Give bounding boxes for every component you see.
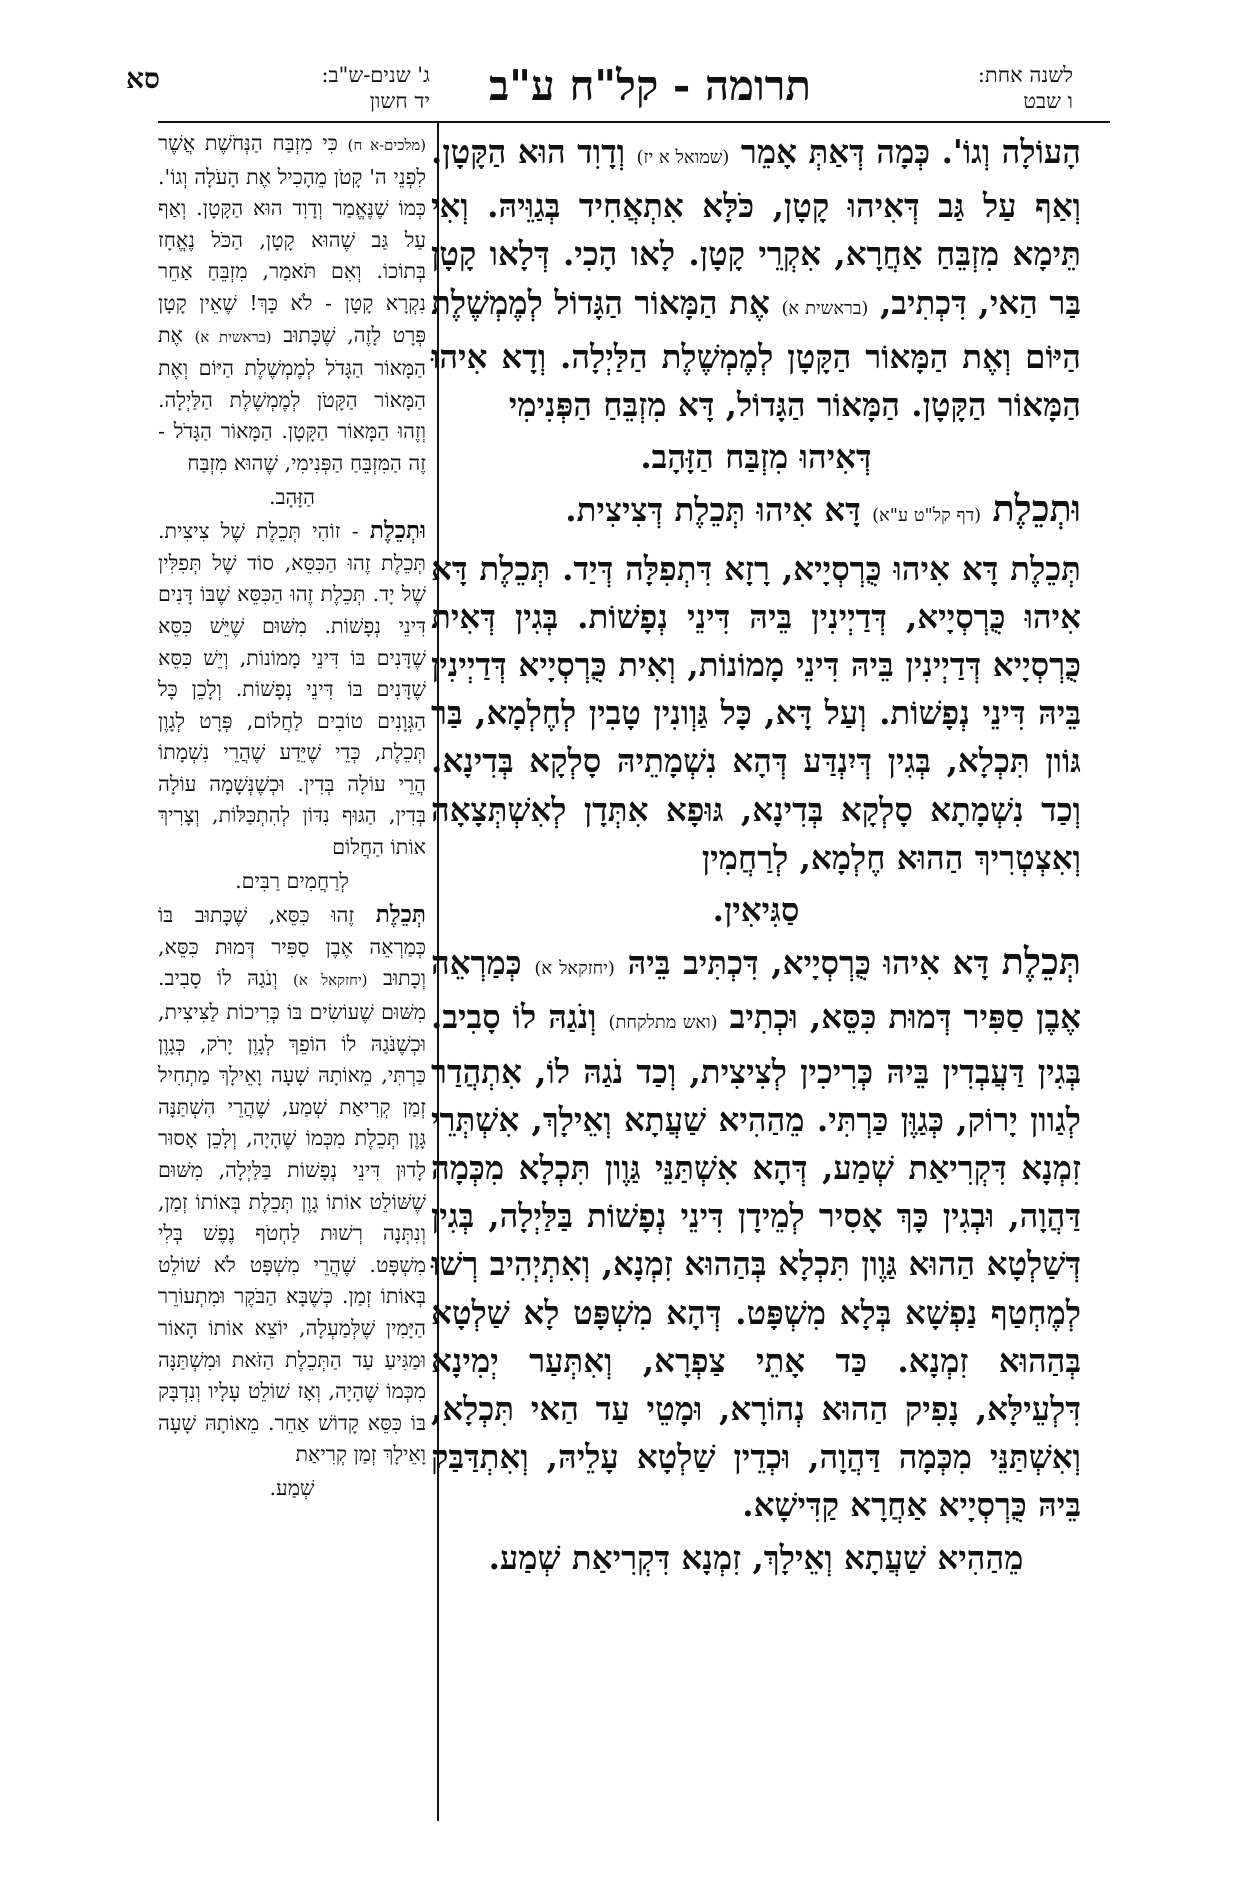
zohar-aramaic-column bbox=[431, 128, 1081, 1586]
text: תְּכֵלֶת דָּא אִיהוּ כֻּרְסְיָיא, רָזָא דִּתְפִלָּה דְּיַד. תְּכֵלֶת דָּא אִיהוּ כֻּרְסְיָיא, דְּדַיְינִין בֵּיהּ דִּינֵי נְפָשׁוֹת. בְּגִין דְּאִית כֻּרְסְיָיא דְּדַיְינִין בֵּיהּ דִּינֵי מָמוֹנוֹת, וְאִית כֻּרְסְיָיא דְּדַיְינִין בֵּיהּ דִּינֵי נְפָשׁוֹת. וְעַל דָּא, כָּל גַּוְונִין טָבִין לְחֶלְמָא, בַּר גּוֹון תִּכְלָא, בְּגִין דְּיִנְדַּע דְּהָא נִשְׁמָתֵיהּ סָלְקָא בְּדִינָא. וְכַד נִשְׁמָתָא סָלְקָא בְּדִינָא, גּוּפָא אִתְּדָן לְאִשְׁתְּצָאָה וְאִצְטְרִיךְ הַהוּא חֶלְמָא, לְרַחֲמִין bbox=[431, 548, 1081, 877]
verse-reference: (מלכים-א ח) bbox=[347, 137, 427, 154]
schedule-date: ו שבט bbox=[1023, 89, 1073, 113]
schedule-label: ג' שנים-ש"ב: bbox=[321, 63, 430, 87]
text: דָּא אִיהוּ כֻּרְסְיָיא, דִּכְתִּיב בֵּיהּ bbox=[627, 943, 990, 983]
heading-word: תְּכֵלֶת bbox=[1001, 940, 1081, 984]
heading-word: תְּכֵלֶת bbox=[375, 901, 426, 929]
text: אֶת הַמָּאוֹר הַגָּדוֹל לְמֶמְשֶׁלֶת הַיּוֹם וְאֶת הַמָּאוֹר הַקָּטָן לְמֶמְשֶׁלֶת הַלַּיְלָה. וְדָא אִיהוּ הַמָּאוֹר הַקָּטָן. הַמָּאוֹר הַגָּדוֹל, דָּא מִזְבֵּחַ הַפְּנִימִי bbox=[431, 282, 1081, 425]
side-paragraph bbox=[158, 128, 426, 480]
heading-word: וּתְכֵלֶת bbox=[369, 517, 426, 545]
text: וְנֹגַהּ לוֹ סָבִיב. בְּגִין דַּעֲבְדִין בֵּיהּ כְּרִיכִין לְצִיצִית, וְכַד נֹגַהּ לוֹ, אִתְהֲדַר לְגַוון יָרוֹק, כְּגַוֶּן כַּרְתִּי. מֵהַהִיא שַׁעֲתָא וְאֵילָךְ, אִשְׁתְּרֵי זִמְנָא דִּקְרִיאַת שְׁמַע, דְּהָא אִשְׁתַּנֵּי גַּוֶון תִּכְלָא מִכְּמָה דַּהֲוָה, וּבְגִין כָּךְ אָסִיר לְמֵידָן דִּינֵי נְפָשׁוֹת בַּלַּיְלָה, בְּגִין דְּשַׁלְטָא הַהוּא גַּוֶון תִּכְלָא בְּהַהוּא זִמְנָא, וְאִתְיְהִיב רְשׁוּ לְמֶחְטַף נַפְשָׁא בְּלָא מִשְׁפָּט. דְּהָא מִשְׁפָּט לָא שַׁלְטָא בְּהַהוּא זִמְנָא. כַּד אָתֵי צַפְרָא, וְאִתְּעַר יְמִינָא דִּלְעֵילָּא, נָפִיק הַהוּא נְהוֹרָא, וּמָטֵי עַד הַאי תִּכְלָא, וְאִשְׁתַּנֵּי מִכְּמָה דַּהֲוָה, וּכְדֵין שַׁלְטָא עָלֵיהּ, וְאִתְדַּבַּק בֵּיהּ כֻּרְסְיָיא אַחֲרָא קַדִּישָׁא. bbox=[431, 997, 1081, 1525]
text: - זוֹהִי תְּכֵלֶת שֶׁל צִיצִית. תְּכֵלֶת זֶהוּ הַכִּסֵּא, סוֹד שֶׁל תְּפִלִּין שֶׁל יָד. תְּכֵלֶת זֶהוּ הַכִּסֵּא שֶׁבּוֹ דָּנִים דִּינֵי נְפָשׁוֹת. מִשּׁוּם שֶׁיֵּשׁ כִּסֵּא שֶׁדָּנִים בּוֹ דִּינֵי מָמוֹנוֹת, וְיֵשׁ כִּסֵּא שֶׁדָּנִים בּוֹ דִּינֵי נְפָשׁוֹת. וְלָכֵן כָּל הַגְּוָנִים טוֹבִים לַחֲלוֹם, פְּרָט לְגָוֶן תְּכֵלֶת, כְּדֵי שֶׁיֵּדַע שֶׁהֲרֵי נִשְׁמָתוֹ הֲרֵי עוֹלָה בְּדִין. וּכְשֶׁנְּשָׁמָה עוֹלָה בְּדִין, הַגּוּף נִדּוֹן לְהִתְכַּלּוֹת, וְצָרִיךְ אוֹתוֹ הַחֲלוֹם bbox=[158, 519, 426, 860]
verse-reference: (שמואל א יז) bbox=[636, 147, 730, 168]
text: זֶהוּ כִּסֵּא, שֶׁכָּתוּב בּוֹ כְּמַרְאֵה אֶבֶן סַפִּיר דְּמוּת כִּסֵּא, וְכָתוּב bbox=[158, 903, 427, 991]
main-paragraph bbox=[431, 545, 1081, 882]
text: כְּמַרְאֵה אֶבֶן סַפִּיר דְּמוּת כִּסֵּא, וּכְתִיב bbox=[431, 943, 1081, 1037]
text: דָּא אִיהוּ תְּכֵלֶת דְּצִיצִית. bbox=[565, 490, 861, 530]
side-paragraph bbox=[158, 515, 426, 864]
verse-reference: (יחזקאל א) bbox=[293, 972, 368, 990]
schedule-label: לשנה אחת: bbox=[977, 63, 1073, 87]
schedule-date: יד חשון bbox=[369, 89, 430, 113]
main-paragraph bbox=[431, 128, 1081, 429]
header-study-schedule-one-year bbox=[813, 62, 1073, 122]
paragraph-last-line: סַגִּיאִין. bbox=[712, 890, 800, 930]
page-title: תרומה - קל"ח ע"ב bbox=[488, 61, 812, 110]
verse-reference: (בראשית א) bbox=[781, 297, 869, 319]
paragraph-last-line: לְרַחֲמִים רַבִּים. bbox=[235, 868, 349, 893]
paragraph-last-line: הַזָּהָב. bbox=[269, 484, 315, 509]
verse-reference: (יחזקאל א) bbox=[534, 958, 615, 980]
verse-reference: (ואש מתלקחת) bbox=[608, 1012, 718, 1034]
main-paragraph bbox=[431, 485, 1081, 540]
side-paragraph bbox=[158, 899, 426, 1471]
verse-reference: (בראשית א) bbox=[194, 328, 272, 346]
text: וְדָוִד הוּא הַקָּטָן. וְאַף עַל גַּב דְּאִיהוּ קָטָן, כֹּלָּא אִתְאֲחִיד בְּגַוֵּיהּ. וְאִי תֵּימָא מִזְבֵּחַ אַחֲרָא, אִקְרֵי קָטָן. לָאו הָכִי. דְּלָאו קָטָן בַּר הַאי, דִּכְתִיב, bbox=[431, 132, 1082, 322]
heading-word: וּתְכֵלֶת bbox=[992, 487, 1081, 531]
page-number: סא bbox=[126, 62, 160, 95]
paragraph-last-line: שְׁמַע. bbox=[269, 1475, 315, 1500]
paragraph-last-line: מֵהַהִיא שַׁעֲתָא וְאֵילָךְ, זִמְנָא דִּקְרִיאַת שְׁמַע. bbox=[488, 1537, 1024, 1577]
hebrew-translation-column bbox=[158, 128, 426, 1507]
main-paragraph bbox=[431, 938, 1081, 1529]
header-study-schedule-three-years bbox=[126, 62, 430, 122]
text: כִּי מִזְבַּח הַנְּחֹשֶׁת אֲשֶׁר לִפְנֵי ה' קָטֹן מֵהָכִיל אֶת הָעֹלָה וְגוֹ'. כְּמוֹ שֶׁנֶּאֱמַר וְדָוִד הוּא הַקָּטָן. וְאַף עַל גַּב שֶׁהוּא קָטָן, הַכֹּל נֶאֱחָז בְּתוֹכוֹ. וְאִם תֹּאמַר, מִזְבֵּחַ אַחֵר נִקְרָא קָטָן - לֹא כָּךְ! שֶׁאֵין קָטָן פְּרָט לָזֶה, שֶׁכָּתוּב bbox=[158, 131, 427, 347]
text: אֶת הַמָּאוֹר הַגָּדֹל לְמֶמְשֶׁלֶת הַיּוֹם וְאֶת הַמָּאוֹר הַקָּטֹן לְמֶמְשֶׁלֶת הַלַּיְלָה. וְזֶהוּ הַמָּאוֹר הַקָּטָן. הַמָּאוֹר הַגָּדֹל - זֶה הַמִּזְבֵּחַ הַפְּנִימִי, שֶׁהוּא מִזְבַּח bbox=[158, 322, 426, 475]
text: הָעוֹלָה וְגוֹ'. כְּמָה דְּאַתְּ אָמֵר bbox=[740, 132, 1081, 171]
paragraph-last-line: דְּאִיהוּ מִזְבַּח הַזָּהָב. bbox=[640, 437, 872, 477]
header-divider bbox=[158, 121, 1110, 123]
page-reference: (דף קל"ט ע"א) bbox=[872, 505, 982, 527]
text: וְנֹגַהּ לוֹ סָבִיב. מִשּׁוּם שֶׁעוֹשִׂים בּוֹ כְּרִיכוֹת לַצִּיצִית, וּכְשֶׁנֹּגַהּ לוֹ הוֹפֵךְ לְגָוֶן יָרֹק, כְּגָוֶן כַּרְתִּי, מֵאוֹתָהּ שָׁעָה וָאֵילָךְ מַתְחִיל זְמַן קְרִיאַת שְׁמַע, שֶׁהֲרֵי הִשְׁתַּנָּה גָּוֶן תְּכֵלֶת מִכְּמוֹ שֶׁהָיָה, וְלָכֵן אָסוּר לָדוּן דִּינֵי נְפָשׁוֹת בַּלַּיְלָה, מִשּׁוּם שֶׁשּׁוֹלֵט אוֹתוֹ גָוֶן תְּכֵלֶת בְּאוֹתוֹ זְמַן, וְנִתְּנָה רְשׁוּת לַחְטֹף נֶפֶשׁ בְּלִי מִשְׁפָּט. שֶׁהֲרֵי מִשְׁפָּט לֹא שׁוֹלֵט בְּאוֹתוֹ זְמַן. כְּשֶׁבָּא הַבֹּקֶר וּמִתְעוֹרֵר הַיָּמִין שֶׁלְּמַעְלָה, יוֹצֵא אוֹתוֹ הָאוֹר וּמַגִּיעַ עַד הַתְּכֵלֶת הַזֹּאת וּמִשְׁתַּנָּה מִכְּמוֹ שֶׁהָיָה, וְאָז שׁוֹלֵט עָלָיו וְנִדְבָּק בּוֹ כִּסֵּא קָדוֹשׁ אַחֵר. מֵאוֹתָהּ שָׁעָה וָאֵילָךְ זְמַן קְרִיאַת bbox=[158, 966, 426, 1467]
